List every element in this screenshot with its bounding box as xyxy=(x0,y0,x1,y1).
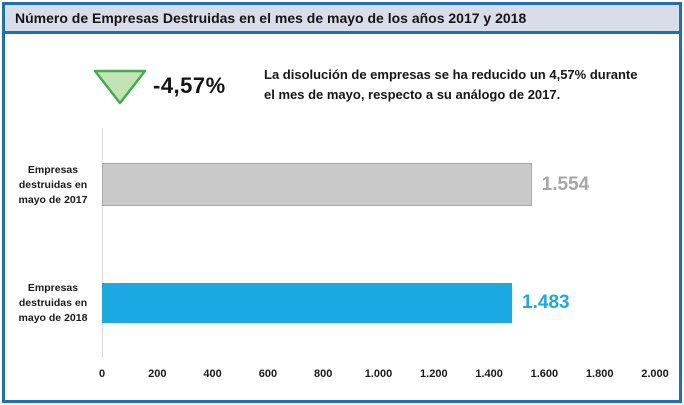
bar-value-label: 1.483 xyxy=(522,292,570,313)
x-tick-label: 1.000 xyxy=(364,368,393,380)
x-tick-label: 200 xyxy=(148,368,167,380)
kpi-delta-value: -4,57% xyxy=(153,73,226,98)
x-tick-label: 2.000 xyxy=(641,368,669,380)
x-tick-label: 400 xyxy=(203,368,222,380)
chart-title: Número de Empresas Destruidas en el mes de mayo de los años 2017 y 2018 xyxy=(15,10,527,26)
category-label: Empresas destruidas en mayo de 2017 xyxy=(18,163,88,206)
kpi-description-line1: La disolución de empresas se ha reducido un 4,57% durante xyxy=(264,67,638,82)
category-label: Empresas destruidas en mayo de 2018 xyxy=(18,282,88,324)
x-tick-label: 1.200 xyxy=(420,368,448,380)
x-tick-label: 1.600 xyxy=(530,368,559,380)
x-tick-label: 1.800 xyxy=(585,368,614,380)
bar-2017 xyxy=(102,163,532,206)
kpi-description-line2: el mes de mayo, respecto a su análogo de 2017. xyxy=(264,87,561,102)
x-tick-label: 600 xyxy=(258,368,278,380)
bar-2018 xyxy=(102,283,512,323)
report-frame xyxy=(2,2,682,403)
x-tick-label: 0 xyxy=(98,368,106,380)
x-tick-label: 800 xyxy=(314,368,333,380)
bar-value-label: 1.554 xyxy=(541,173,590,195)
x-tick-label: 1.400 xyxy=(475,368,503,380)
bar-chart xyxy=(5,5,679,400)
